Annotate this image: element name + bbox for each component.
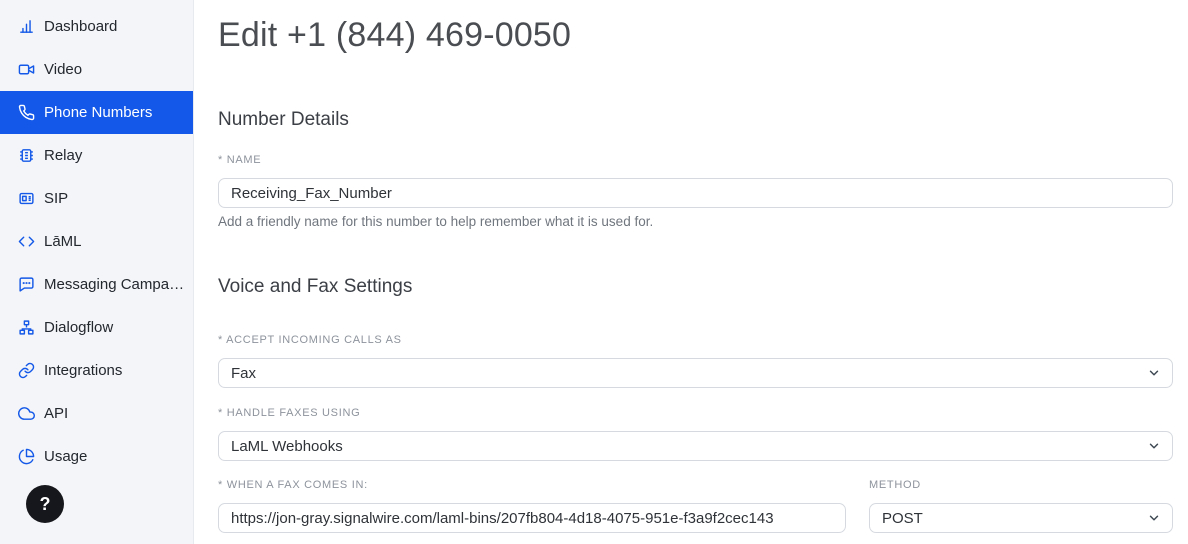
sidebar-item-label: Relay — [44, 147, 83, 164]
sidebar-item-video[interactable] — [0, 48, 193, 91]
cloud-icon — [18, 405, 35, 422]
method-value: POST — [882, 509, 923, 527]
fax-webhook-url-input[interactable] — [218, 503, 846, 533]
chip-icon — [18, 147, 35, 164]
sidebar-item-label: Dashboard — [44, 18, 118, 35]
name-field-label: * NAME — [218, 154, 262, 166]
handle-faxes-value: LaML Webhooks — [231, 437, 343, 455]
sidebar-item-api[interactable] — [0, 392, 193, 435]
sidebar-item-label: SIP — [44, 190, 69, 207]
phone-icon — [18, 104, 35, 121]
sidebar-item-label: Messaging Campai… — [44, 276, 188, 293]
chevron-down-icon — [1147, 511, 1161, 525]
sidebar-item-sip[interactable] — [0, 177, 193, 220]
sidebar-item-laml[interactable] — [0, 220, 193, 263]
voice-fax-heading: Voice and Fax Settings — [218, 276, 413, 297]
webhook-column — [218, 479, 846, 533]
sidebar-item-integrations[interactable] — [0, 349, 193, 392]
accept-calls-select[interactable] — [218, 358, 1173, 388]
name-helper-text: Add a friendly name for this number to help remember what it is used for. — [218, 214, 654, 229]
sidebar — [0, 0, 194, 544]
method-select[interactable] — [869, 503, 1173, 533]
sidebar-item-label: Dialogflow — [44, 319, 114, 336]
sidebar-item-dashboard[interactable] — [0, 5, 193, 48]
accept-calls-label: * ACCEPT INCOMING CALLS AS — [218, 334, 402, 346]
main-content — [194, 14, 1188, 544]
name-input[interactable] — [218, 178, 1173, 208]
sidebar-item-usage[interactable] — [0, 435, 193, 478]
handle-faxes-select[interactable] — [218, 431, 1173, 461]
sidebar-item-label: Phone Numbers — [44, 104, 153, 121]
fax-phone-icon — [18, 190, 35, 207]
sidebar-item-label: LāML — [44, 233, 82, 250]
sitemap-icon — [18, 319, 35, 336]
sidebar-item-messaging-campaigns[interactable] — [0, 263, 193, 306]
page-title: Edit +1 (844) 469-0050 — [218, 16, 572, 54]
help-button[interactable]: ? — [26, 485, 64, 523]
sidebar-item-phone-numbers[interactable] — [0, 91, 193, 134]
handle-faxes-label: * HANDLE FAXES USING — [218, 407, 361, 419]
video-camera-icon — [18, 61, 35, 78]
accept-calls-value: Fax — [231, 364, 257, 382]
chat-bubble-icon — [18, 276, 35, 293]
sidebar-item-label: Usage — [44, 448, 88, 465]
sidebar-item-label: Integrations — [44, 362, 123, 379]
link-icon — [18, 362, 35, 379]
sidebar-item-label: Video — [44, 61, 83, 78]
webhook-method-row — [218, 479, 1173, 533]
bar-chart-icon — [18, 18, 35, 35]
chevron-down-icon — [1147, 439, 1161, 453]
sidebar-item-relay[interactable] — [0, 134, 193, 177]
pie-chart-icon — [18, 448, 35, 465]
method-column — [869, 479, 1173, 533]
sidebar-item-label: API — [44, 405, 69, 422]
number-details-heading: Number Details — [218, 109, 349, 130]
code-icon — [18, 233, 35, 250]
fax-webhook-label: * WHEN A FAX COMES IN: — [218, 479, 368, 491]
method-label: METHOD — [869, 479, 921, 491]
sidebar-item-dialogflow[interactable] — [0, 306, 193, 349]
chevron-down-icon — [1147, 366, 1161, 380]
